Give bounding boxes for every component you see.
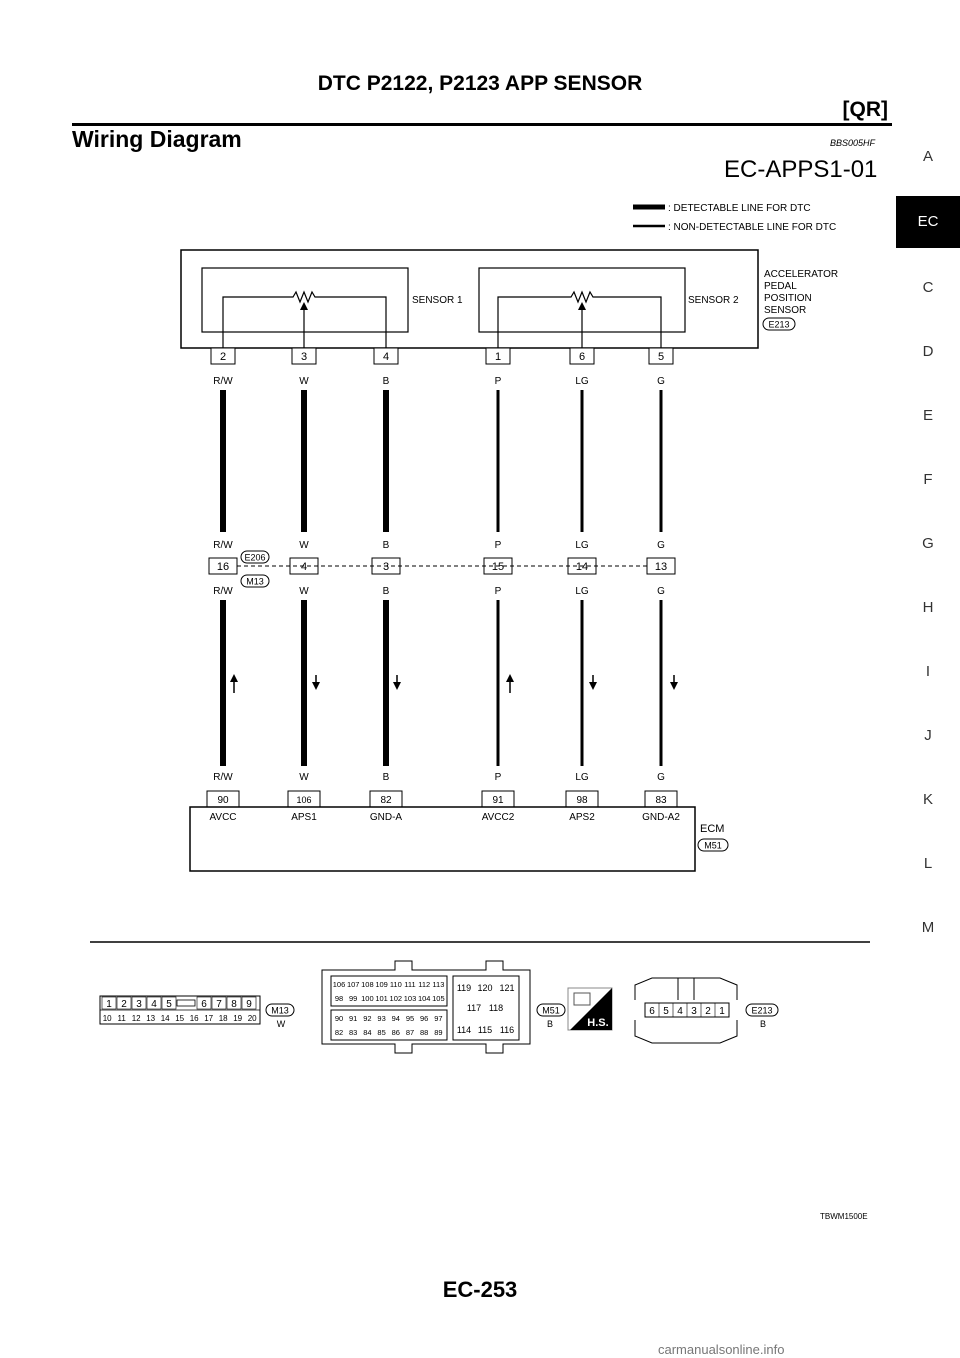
- site-watermark: carmanualsonline.info: [658, 1342, 785, 1357]
- m51-pin-number: 115: [477, 1025, 493, 1035]
- m13-pin-number: 15: [175, 1014, 185, 1023]
- m51-pin-number: 89: [434, 1028, 443, 1037]
- connector-m51: [322, 961, 565, 1053]
- ecm-label: ECM: [700, 823, 725, 835]
- m51-pin-number: 82: [334, 1028, 344, 1037]
- e213-pin-number: 5: [663, 1006, 669, 1017]
- e213-color: B: [759, 1019, 767, 1029]
- tab-j[interactable]: J: [924, 727, 932, 744]
- tab-ec[interactable]: EC: [896, 196, 960, 248]
- sensor2-resistor: [498, 292, 661, 348]
- tab-h[interactable]: H: [922, 599, 934, 616]
- wire-color-label: G: [657, 586, 665, 597]
- wire-color-label: P: [494, 376, 502, 387]
- m51-pin-number: 104: [417, 994, 431, 1003]
- ecm-pin-number: 91: [492, 795, 504, 806]
- ecm-connector-id: M51: [704, 840, 722, 851]
- sensor-connector-id: E213: [768, 319, 790, 330]
- wire-col-1: [207, 348, 239, 823]
- m13-pin-number: 2: [121, 999, 127, 1010]
- m51-pin-number: 95: [405, 1014, 415, 1023]
- wire-color-label: R/W: [213, 376, 233, 387]
- m13-pin-number: 13: [146, 1014, 156, 1023]
- e213-pin-number: 2: [705, 1006, 711, 1017]
- tab-i[interactable]: I: [925, 663, 931, 680]
- joint-top-id: E206: [244, 552, 266, 563]
- m51-pin-number: 97: [434, 1014, 443, 1023]
- m51-pin-number: 100: [361, 994, 374, 1003]
- m51-pin-number: 106: [332, 980, 346, 989]
- engine-code: [QR]: [842, 98, 888, 121]
- sensor1-label: SENSOR 1: [412, 295, 463, 306]
- m13-id: M13: [271, 1005, 289, 1016]
- wire-color-label: B: [382, 586, 390, 597]
- sensor2-label: SENSOR 2: [688, 295, 739, 306]
- ecm-pin-number: 106: [296, 795, 312, 805]
- wire-color-label: B: [382, 540, 390, 551]
- arrow-up-4-head: [506, 674, 514, 682]
- signal-arrows: [230, 674, 678, 693]
- m13-pin-number: 17: [204, 1014, 214, 1023]
- m51-pin-number: 103: [403, 994, 417, 1003]
- connector-m13: [100, 996, 294, 1029]
- joint-pin-number: 16: [216, 561, 230, 573]
- m13-row1: [102, 997, 256, 1010]
- m51-pin-number: 107: [346, 980, 360, 989]
- joint-pin-number: 13: [654, 561, 668, 573]
- legend-detectable-label: : DETECTABLE LINE FOR DTC: [668, 203, 811, 214]
- m13-pin-number: 12: [131, 1014, 141, 1023]
- m51-pin-number: 109: [375, 980, 388, 989]
- m51-pin-grid: [333, 980, 515, 1037]
- sensor1-wiper-arrow: [300, 302, 308, 310]
- wire-color-label: P: [494, 772, 502, 783]
- ecm-terminal-label: APS2: [569, 812, 595, 823]
- m51-pin-number: 121: [499, 983, 515, 993]
- figure-reference: TBWM1500E: [820, 1212, 868, 1221]
- m51-pin-number: 105: [432, 994, 445, 1003]
- e213-top-hood: [635, 978, 737, 1000]
- m51-pin-number: 113: [432, 980, 445, 989]
- m51-pin-number: 99: [349, 994, 358, 1003]
- m13-pin-number: 19: [233, 1014, 243, 1023]
- arrow-down-3-head: [393, 682, 401, 690]
- wire-color-label: R/W: [213, 586, 233, 597]
- wire-col-3: [370, 348, 403, 823]
- harness-side-icon: [568, 988, 612, 1030]
- joint-pin-number: 4: [300, 561, 308, 573]
- m51-pin-number: 114: [456, 1025, 472, 1035]
- m13-pin-number: 8: [231, 999, 237, 1010]
- m51-pin-number: 92: [363, 1014, 372, 1023]
- m51-pin-number: 120: [477, 983, 493, 993]
- m13-color: W: [276, 1019, 286, 1029]
- wire-col-4: [482, 348, 515, 823]
- connector-e213: [635, 978, 778, 1043]
- tab-l[interactable]: L: [923, 855, 933, 872]
- section-code: BBS005HF: [830, 138, 876, 148]
- sensor-name-line1: ACCELERATOR: [764, 269, 839, 280]
- m51-pin-number: 117: [466, 1003, 482, 1013]
- m51-pin-number: 84: [363, 1028, 372, 1037]
- m13-pin-number: 20: [247, 1014, 257, 1023]
- tab-a[interactable]: A: [922, 148, 933, 165]
- e213-pin-number: 4: [677, 1006, 683, 1017]
- arrow-down-6-head: [670, 682, 678, 690]
- e213-bottom-hood: [635, 1020, 737, 1043]
- wire-color-label: LG: [575, 586, 589, 597]
- sensor1-box: [202, 268, 408, 332]
- wire-color-label: B: [382, 772, 390, 783]
- e213-pins: [649, 1003, 725, 1017]
- wire-col-6: [642, 348, 680, 823]
- m13-pin-number: 18: [218, 1014, 228, 1023]
- sensor-name-line4: SENSOR: [764, 305, 807, 316]
- ecm-terminal-label: AVCC: [209, 812, 237, 823]
- wire-color-label: G: [657, 540, 665, 551]
- m13-pin-number: 4: [151, 999, 157, 1010]
- m51-pin-number: 90: [334, 1014, 344, 1023]
- wire-color-label: W: [299, 586, 309, 597]
- e213-pin-number: 6: [649, 1006, 655, 1017]
- diagram-id: EC-APPS1-01: [724, 156, 878, 183]
- ecm-pin-number: 90: [217, 795, 229, 806]
- wire-color-label: P: [494, 586, 502, 597]
- wire-color-label: LG: [575, 376, 589, 387]
- wire-color-label: W: [299, 772, 309, 783]
- ecm-terminal-label: GND-A2: [642, 812, 680, 823]
- m51-pin-number: 96: [420, 1014, 429, 1023]
- m13-pin-number: 10: [102, 1014, 112, 1023]
- joint-pin-number: 14: [575, 561, 589, 573]
- m51-pin-number: 111: [404, 980, 416, 989]
- joint-pin-number: 15: [491, 561, 505, 573]
- m51-color: B: [546, 1019, 554, 1029]
- ecm-pin-number: 82: [380, 795, 392, 806]
- sensor-name-line2: PEDAL: [764, 281, 797, 292]
- m51-pin-number: 83: [349, 1028, 358, 1037]
- m13-pin-number: 5: [166, 999, 172, 1010]
- legend-non-detectable-label: : NON-DETECTABLE LINE FOR DTC: [668, 222, 837, 233]
- m51-pin-number: 98: [334, 994, 344, 1003]
- page-header-title: DTC P2122, P2123 APP SENSOR: [317, 72, 643, 95]
- e213-pin-number: 3: [691, 1006, 697, 1017]
- m51-pin-number: 119: [456, 983, 472, 993]
- arrow-down-5-head: [589, 682, 597, 690]
- joint-bottom-id: M13: [246, 576, 264, 587]
- arrow-up-1-head: [230, 674, 238, 682]
- m51-id: M51: [542, 1005, 560, 1016]
- tab-k[interactable]: K: [922, 791, 933, 808]
- tab-c[interactable]: C: [922, 279, 934, 296]
- wire-col-2: [288, 348, 320, 823]
- accelerator-pedal-position-sensor: [181, 250, 838, 348]
- m51-pin-number: 108: [361, 980, 374, 989]
- ecm-pin-number: 98: [576, 795, 588, 806]
- m51-pin-number: 93: [377, 1014, 386, 1023]
- m51-pin-number: 112: [418, 980, 431, 989]
- m51-pin-number: 101: [375, 994, 388, 1003]
- m13-pin-number: 11: [117, 1014, 126, 1023]
- m51-pin-number: 87: [405, 1028, 415, 1037]
- wire-color-label: G: [657, 376, 665, 387]
- m13-pin-number: 16: [189, 1014, 199, 1023]
- m51-pin-number: 86: [391, 1028, 400, 1037]
- hs-icon-label: H.S.: [587, 1017, 609, 1029]
- m13-pin-number: 6: [201, 999, 207, 1010]
- m13-latch: [177, 1000, 195, 1006]
- sensor2-wiper-arrow: [578, 302, 586, 310]
- wire-color-label: R/W: [213, 540, 233, 551]
- m13-row2: [103, 1014, 257, 1023]
- m51-pin-number: 88: [420, 1028, 429, 1037]
- m13-pin-number: 14: [160, 1014, 170, 1023]
- tab-g[interactable]: G: [922, 535, 934, 552]
- tab-e[interactable]: E: [922, 407, 933, 424]
- m13-pin-number: 9: [246, 999, 252, 1010]
- page-number: EC-253: [442, 1277, 518, 1302]
- sensor-outer-box: [181, 250, 758, 348]
- m13-pin-number: 1: [106, 999, 112, 1010]
- sensor-pin-number: 3: [300, 351, 308, 363]
- ecm-terminal-label: AVCC2: [481, 812, 515, 823]
- sensor-pin-number: 4: [382, 351, 390, 363]
- sensor-pin-number: 1: [494, 351, 502, 363]
- arrow-down-2-head: [312, 682, 320, 690]
- wire-color-label: G: [657, 772, 665, 783]
- wire-color-label: W: [299, 376, 309, 387]
- m13-pin-number: 7: [216, 999, 222, 1010]
- wire-color-label: LG: [575, 772, 589, 783]
- wire-color-label: LG: [575, 540, 589, 551]
- sensor-pin-number: 6: [578, 351, 586, 363]
- m51-pin-number: 85: [377, 1028, 386, 1037]
- wire-color-label: R/W: [213, 772, 233, 783]
- section-title: Wiring Diagram: [72, 126, 242, 152]
- m51-pin-number: 94: [391, 1014, 400, 1023]
- ecm-pin-number: 83: [655, 795, 667, 806]
- joint-pin-number: 3: [382, 561, 390, 573]
- wire-col-5: [566, 348, 598, 823]
- wire-color-label: W: [299, 540, 309, 551]
- wire-color-label: B: [382, 376, 390, 387]
- e213-id: E213: [751, 1005, 773, 1016]
- m51-pin-number: 102: [389, 994, 403, 1003]
- tab-f[interactable]: F: [923, 471, 933, 488]
- wire-color-label: P: [494, 540, 502, 551]
- ecm-terminal-label: APS1: [291, 812, 317, 823]
- tab-d[interactable]: D: [922, 343, 934, 360]
- e213-pin-number: 1: [719, 1006, 725, 1017]
- ecm-terminal-label: GND-A: [369, 812, 403, 823]
- m13-pin-number: 3: [136, 999, 142, 1010]
- sensor-pin-number: 5: [657, 351, 665, 363]
- tab-m[interactable]: M: [921, 919, 935, 936]
- ecm-box: [190, 807, 695, 871]
- m51-pin-number: 116: [499, 1025, 515, 1035]
- sensor-name-line3: POSITION: [764, 293, 812, 304]
- m51-pin-number: 110: [389, 980, 402, 989]
- sensor-pin-number: 2: [219, 351, 227, 363]
- m51-pin-number: 118: [488, 1003, 504, 1013]
- m51-pin-number: 91: [349, 1014, 358, 1023]
